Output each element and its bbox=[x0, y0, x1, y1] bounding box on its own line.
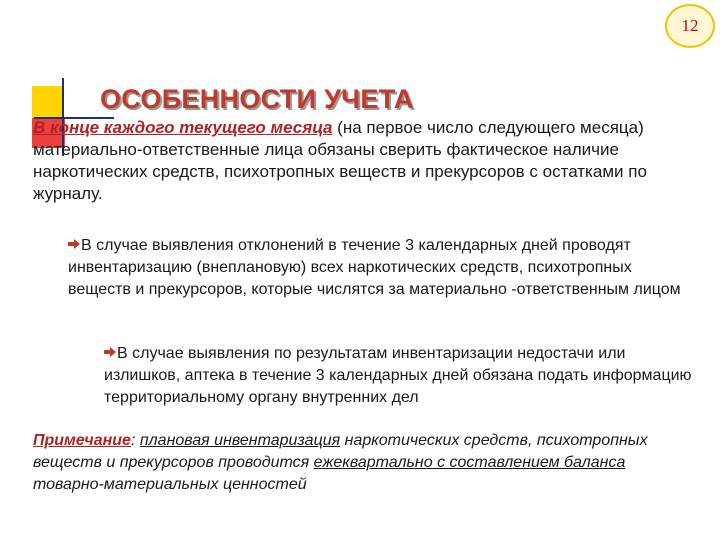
bullet-item-1 bbox=[68, 235, 698, 301]
note-text-planned: плановая инвентаризация bbox=[139, 432, 341, 449]
arrow-bullet-icon bbox=[68, 239, 80, 249]
paragraph-main bbox=[33, 117, 698, 205]
bullet-text-1: В случае выявления отклонений в течение 3 календарных дней проводят инвентаризацию (внеплановую) всех наркотических средств, психотропных веществ и прекурсоров, которые числятся за материально -ответственным лицом bbox=[68, 237, 681, 298]
arrow-bullet-icon bbox=[104, 347, 116, 357]
bullet-item-2 bbox=[104, 343, 704, 409]
slide-number-badge bbox=[665, 4, 715, 48]
decor-yellow-square bbox=[32, 86, 64, 118]
paragraph-lead: В конце каждого текущего месяца bbox=[33, 118, 333, 137]
slide-number: 12 bbox=[681, 16, 699, 35]
slide-title: ОСОБЕННОСТИ УЧЕТА bbox=[100, 84, 414, 114]
note-colon: : bbox=[130, 432, 140, 449]
note-block bbox=[33, 430, 698, 496]
note-text-middle: наркотических средств, психотропных веществ и прекурсоров проводится bbox=[33, 432, 648, 471]
note-text-quarterly: ежеквартально с составлением баланса bbox=[313, 454, 626, 471]
bullet-text-2: В случае выявления по результатам инвентаризации недостачи или излишков, аптека в течение 3 календарных дней обязана подать информацию территориальному органу внутренних дел bbox=[104, 345, 692, 406]
paragraph-text: (на первое число следующего месяца) материально-ответственные лица обязаны сверить фактическое наличие наркотических средств, психотропных веществ и прекурсоров с остатками по журналу. bbox=[33, 118, 647, 203]
note-text-end: товарно-материальных ценностей bbox=[33, 476, 307, 493]
note-label: Примечание bbox=[33, 432, 131, 449]
